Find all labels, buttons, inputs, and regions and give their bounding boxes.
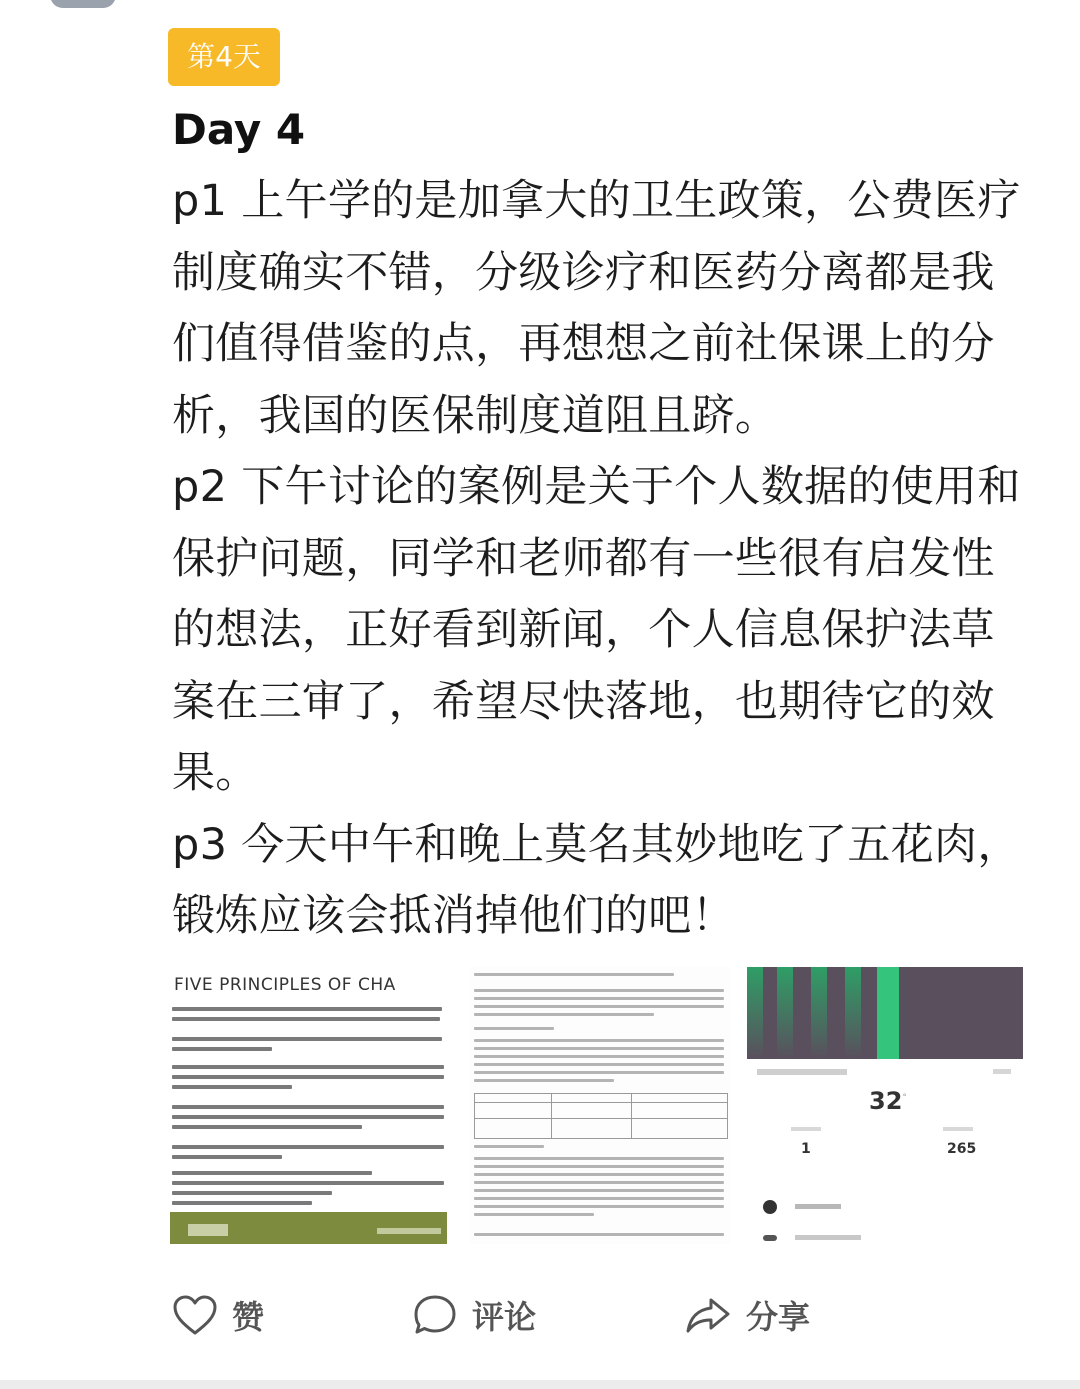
action-bar [172, 1285, 1032, 1345]
slide-text-line [172, 1155, 282, 1159]
text-line: 案在三审了，希望尽快落地，也期待它的效 [172, 676, 995, 727]
comment-bubble-icon [412, 1293, 458, 1337]
doc-text-line [474, 1145, 544, 1148]
doc-text-line [474, 997, 724, 1000]
university-logo-icon [188, 1224, 228, 1236]
like-button[interactable] [172, 1285, 264, 1345]
doc-text-line [474, 1197, 724, 1200]
day-tag[interactable]: 第4天 [168, 28, 280, 86]
doc-text-line [474, 1079, 614, 1082]
comment-button[interactable] [412, 1285, 536, 1345]
doc-text-line [474, 1039, 724, 1042]
stat-label [791, 1127, 821, 1131]
text-line: 析，我国的医保制度道阻且跻。 [172, 390, 779, 441]
stat-right-value: 265 [947, 1141, 977, 1157]
table-divider [475, 1118, 727, 1119]
doc-text-line [474, 1165, 724, 1168]
slide-text-line [172, 1037, 442, 1041]
text-line: p1 上午学的是加拿大的卫生政策，公费医疗 [172, 176, 1021, 226]
stat-label [943, 1127, 973, 1131]
image-fitness-app[interactable] [747, 967, 1023, 1244]
table-divider [551, 1094, 552, 1138]
doc-text-line [474, 1013, 654, 1016]
paragraph-p3 [172, 810, 1052, 953]
slide-text-line [172, 1171, 372, 1175]
text-line: 保护问题，同学和老师都有一些很有启发性 [172, 533, 995, 584]
steps-icon [763, 1200, 777, 1214]
text-line: p2 下午讨论的案例是关于个人数据的使用和 [172, 462, 1021, 512]
date-text [757, 1069, 847, 1075]
doc-text-line [474, 1189, 724, 1192]
text-line: 制度确实不错，分级诊疗和医药分离都是我 [172, 247, 995, 298]
paragraph-p2 [172, 452, 1052, 810]
fitness-main-value: 32° [869, 1087, 907, 1115]
activity-bar [845, 967, 861, 1059]
doc-text-line [474, 989, 724, 992]
slide-text-line [172, 1191, 332, 1195]
share-button[interactable] [684, 1285, 810, 1345]
slide-footer-url [377, 1228, 441, 1234]
doc-text-line [474, 1027, 554, 1030]
stat-left-value: 1 [801, 1141, 811, 1157]
steps-text [795, 1204, 841, 1209]
slide-text-line [172, 1145, 444, 1149]
slide-text-line [172, 1017, 440, 1021]
doc-text-line [474, 1205, 724, 1208]
doc-text-line [474, 1055, 724, 1058]
slide-text-line [172, 1085, 292, 1089]
table-divider [475, 1102, 727, 1103]
post-body [172, 166, 1052, 953]
table-divider [631, 1094, 632, 1138]
slide-text-line [172, 1065, 444, 1069]
like-label: 赞 [232, 1298, 265, 1336]
paragraph-p1 [172, 166, 1052, 452]
slide-text-line [172, 1115, 444, 1119]
share-label: 分享 [746, 1298, 811, 1336]
slide-text-line [172, 1105, 444, 1109]
slide-text-line [172, 1007, 442, 1011]
top-pill [50, 0, 116, 8]
comment-label: 评论 [472, 1298, 537, 1336]
post-title: Day 4 [172, 105, 306, 154]
doc-text-line [474, 1047, 724, 1050]
text-line: 果。 [172, 748, 259, 798]
slide-text-line [172, 1181, 444, 1185]
heart-icon [172, 1294, 218, 1336]
main-value-text: 32 [869, 1087, 903, 1115]
slide-footer [170, 1212, 447, 1244]
doc-text-line [474, 1233, 724, 1236]
image-slide-principles[interactable] [170, 967, 447, 1244]
doc-text-line [474, 1181, 724, 1184]
doc-text-line [474, 1173, 724, 1176]
share-arrow-icon [684, 1295, 732, 1335]
image-grid [170, 967, 1030, 1244]
slide-text-line [172, 1075, 444, 1079]
slide-text-line [172, 1125, 362, 1129]
slide-text-line [172, 1201, 312, 1205]
activity-bar [811, 967, 827, 1059]
doc-text-line [474, 1213, 594, 1216]
image-document[interactable] [470, 967, 730, 1244]
slide-text-line [172, 1047, 272, 1051]
more-icon [993, 1069, 1011, 1074]
text-line: p3 今天中午和晚上莫名其妙地吃了五花肉， [172, 819, 1021, 870]
activity-bar [747, 967, 763, 1059]
activity-bar-active [877, 967, 899, 1059]
activity-text [795, 1235, 861, 1240]
doc-text-line [474, 973, 674, 976]
doc-text-line [474, 1063, 724, 1066]
activity-bar [777, 967, 793, 1059]
doc-text-line [474, 1157, 724, 1160]
doc-table [474, 1093, 728, 1139]
doc-text-line [474, 1071, 724, 1074]
text-line: 们值得借鉴的点，再想想之前社保课上的分 [172, 319, 995, 369]
text-line: 的想法，正好看到新闻，个人信息保护法草 [172, 605, 995, 655]
text-line: 锻炼应该会抵消掉他们的吧！ [172, 891, 735, 941]
slide-title: FIVE PRINCIPLES OF CHA [174, 975, 396, 995]
bottom-separator [0, 1380, 1080, 1389]
activity-icon [763, 1235, 777, 1241]
doc-text-line [474, 1005, 724, 1008]
